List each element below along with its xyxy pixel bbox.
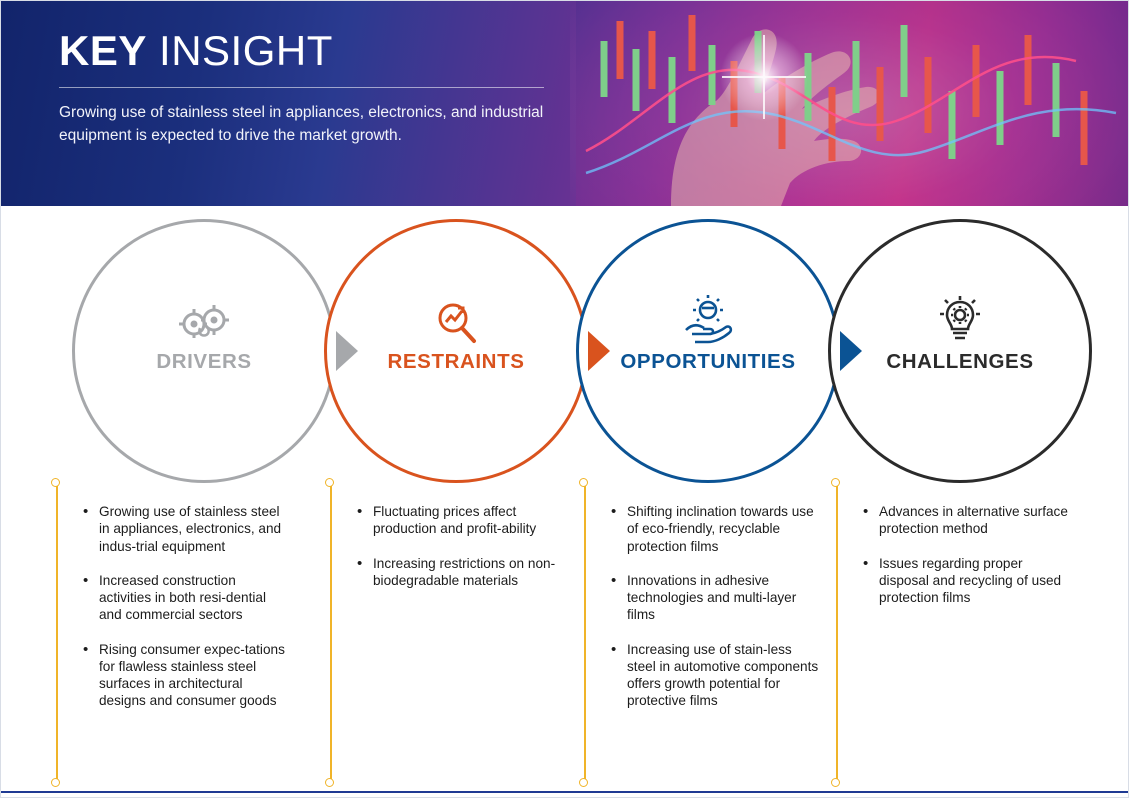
- column-rail-opportunities: [579, 476, 591, 787]
- page-title-light: INSIGHT: [146, 27, 333, 74]
- rail-dot-bottom: [831, 778, 840, 787]
- circle-label-drivers: DRIVERS: [156, 350, 252, 373]
- arrow-restraints-to-opportunities: [588, 331, 614, 371]
- column-rail-drivers: [51, 476, 63, 787]
- footer-divider: [1, 791, 1129, 793]
- list-item: • Innovations in adhesive technologies and multi-layer films: [611, 572, 819, 624]
- list-item: • Increasing restrictions on non-biodegradable materials: [357, 555, 565, 590]
- circle-opportunities[interactable]: [576, 219, 840, 483]
- lightbulb-gear-icon: [932, 294, 988, 350]
- title-divider: [59, 87, 544, 88]
- rail-dot-top: [325, 478, 334, 487]
- list-item: • Fluctuating prices affect production and profit-ability: [357, 503, 565, 538]
- rail-dot-bottom: [579, 778, 588, 787]
- arrow-drivers-to-restraints: [336, 331, 362, 371]
- circle-label-challenges: CHALLENGES: [886, 350, 1034, 373]
- rail-line: [330, 482, 332, 782]
- list-item: • Shifting inclination towards use of eco-friendly, recyclable protection films: [611, 503, 819, 555]
- gears-icon: [176, 294, 232, 350]
- bullet-list-challenges: [863, 503, 1071, 623]
- header-subtitle: Growing use of stainless steel in appliances, electronics, and industrial equipment is expected to drive the market growth.: [59, 104, 544, 144]
- circle-challenges[interactable]: [828, 219, 1092, 483]
- bullet-list-drivers: [83, 503, 291, 727]
- bullet-list-restraints: [357, 503, 565, 606]
- circle-label-restraints: RESTRAINTS: [387, 350, 525, 373]
- page-title: [59, 29, 579, 73]
- list-item: • Issues regarding proper disposal and recycling of used protection films: [863, 555, 1071, 607]
- bullet-list-opportunities: [611, 503, 819, 727]
- arrow-opportunities-to-challenges: [840, 331, 866, 371]
- page-title-bold: KEY: [59, 27, 147, 74]
- header-text-block: [59, 29, 579, 147]
- circle-drivers[interactable]: [72, 219, 336, 483]
- hand-coins-icon: [680, 294, 736, 350]
- list-item: • Rising consumer expec-tations for flawless stainless steel surfaces in architectural designs and consumer goods: [83, 641, 291, 710]
- rail-dot-bottom: [325, 778, 334, 787]
- header-artwork: [576, 1, 1129, 206]
- circle-restraints[interactable]: [324, 219, 588, 483]
- rail-dot-bottom: [51, 778, 60, 787]
- circles-row: [1, 206, 1129, 496]
- magnifier-chart-icon: [428, 294, 484, 350]
- column-rail-challenges: [831, 476, 843, 787]
- list-item: • Increasing use of stain-less steel in automotive components offers growth potential for protective films: [611, 641, 819, 710]
- rail-dot-top: [831, 478, 840, 487]
- header-banner: [1, 1, 1129, 206]
- rail-dot-top: [579, 478, 588, 487]
- circle-label-opportunities: OPPORTUNITIES: [620, 350, 796, 373]
- column-rail-restraints: [325, 476, 337, 787]
- list-item: • Advances in alternative surface protection method: [863, 503, 1071, 538]
- bullet-columns: [1, 469, 1129, 789]
- rail-dot-top: [51, 478, 60, 487]
- rail-line: [56, 482, 58, 782]
- rail-line: [836, 482, 838, 782]
- rail-line: [584, 482, 586, 782]
- list-item: • Growing use of stainless steel in appliances, electronics, and indus-trial equipment: [83, 503, 291, 555]
- list-item: • Increased construction activities in both resi-dential and commercial sectors: [83, 572, 291, 624]
